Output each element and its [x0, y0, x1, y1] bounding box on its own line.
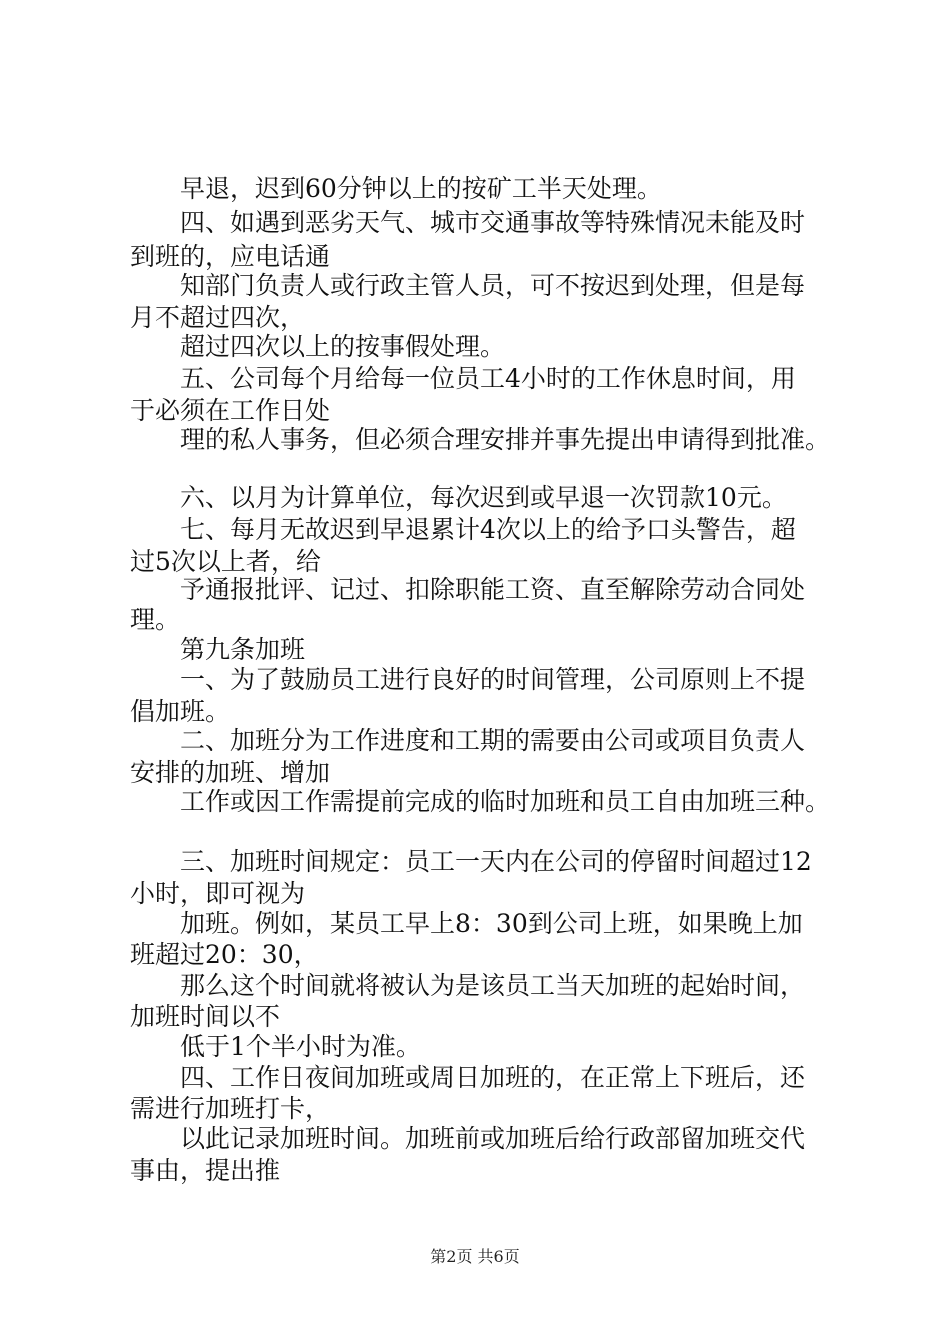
text-line: 知部门负责人或行政主管人员，可不按迟到处理，但是每 [180, 271, 806, 300]
section-heading: 第九条加班 [180, 635, 306, 664]
page-number: 第2页 共6页 [430, 1247, 520, 1266]
text-line: 低于1个半小时为准。 [180, 1032, 421, 1061]
text-line: 以此记录加班时间。加班前或加班后给行政部留加班交代 [180, 1124, 806, 1153]
text-line: 超过四次以上的按事假处理。 [180, 332, 506, 361]
text-line: 加班。例如，某员工早上8：30到公司上班，如果晚上加 [180, 909, 803, 938]
text-line: 理。 [130, 605, 181, 634]
text-line: 到班的，应电话通 [130, 242, 331, 271]
text-line: 过5次以上者，给 [130, 547, 321, 576]
text-line: 五、公司每个月给每一位员工4小时的工作休息时间，用 [180, 364, 796, 393]
text-line: 加班时间以不 [130, 1002, 281, 1031]
text-line: 班超过20：30， [130, 940, 319, 969]
text-line: 安排的加班、增加 [130, 758, 331, 787]
text-line: 二、加班分为工作进度和工期的需要由公司或项目负责人 [180, 726, 806, 755]
text-line: 那么这个时间就将被认为是该员工当天加班的起始时间， [180, 971, 806, 1000]
text-line: 早退，迟到60分钟以上的按矿工半天处理。 [180, 174, 662, 203]
text-line: 小时，即可视为 [130, 879, 306, 908]
text-line: 理的私人事务，但必须合理安排并事先提出申请得到批准。 [180, 425, 831, 454]
text-line: 需进行加班打卡， [130, 1094, 331, 1123]
text-line: 倡加班。 [130, 697, 231, 726]
text-line: 三、加班时间规定：员工一天内在公司的停留时间超过12 [180, 847, 812, 876]
text-line: 六、以月为计算单位，每次迟到或早退一次罚款10元。 [180, 483, 787, 512]
text-line: 一、为了鼓励员工进行良好的时间管理，公司原则上不提 [180, 665, 806, 694]
text-line: 七、每月无故迟到早退累计4次以上的给予口头警告，超 [180, 515, 796, 544]
text-line: 于必须在工作日处 [130, 396, 331, 425]
text-line: 事由，提出推 [130, 1156, 281, 1185]
text-line: 四、如遇到恶劣天气、城市交通事故等特殊情况未能及时 [180, 208, 806, 237]
text-line: 月不超过四次， [130, 303, 306, 332]
text-line: 予通报批评、记过、扣除职能工资、直至解除劳动合同处 [180, 575, 806, 604]
text-line: 四、工作日夜间加班或周日加班的，在正常上下班后，还 [180, 1063, 806, 1092]
text-line: 工作或因工作需提前完成的临时加班和员工自由加班三种。 [180, 787, 831, 816]
